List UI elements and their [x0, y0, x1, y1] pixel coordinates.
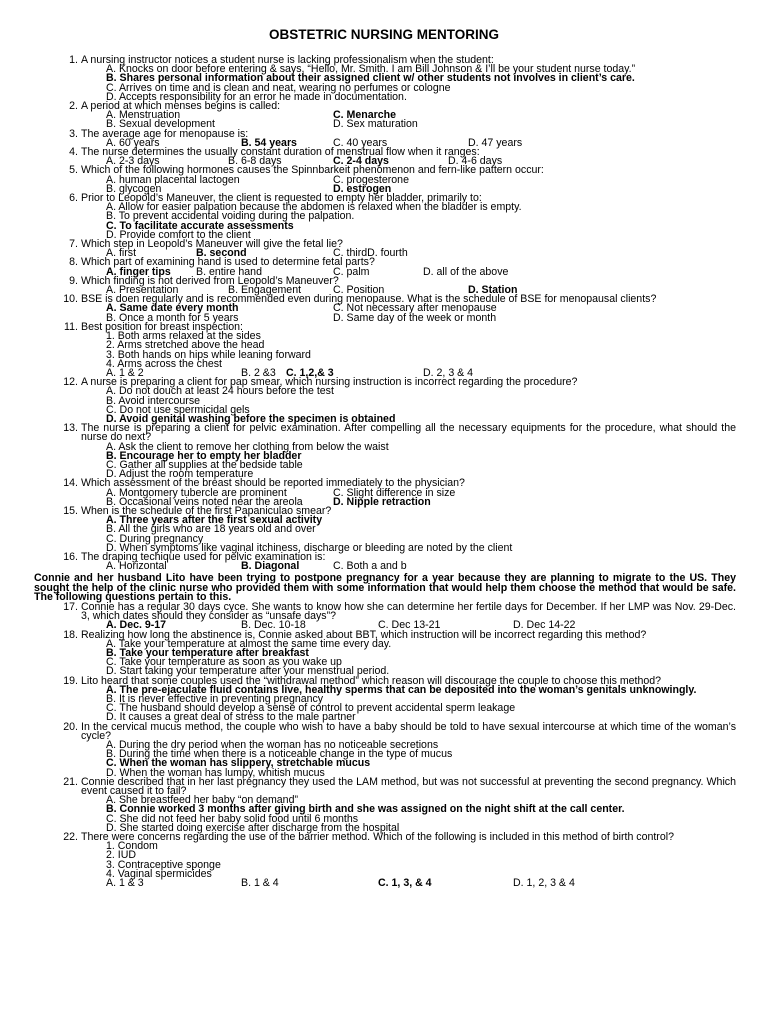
question-1 — [56, 56, 736, 102]
option: D. Accepts responsibility for an error he made in documentation. — [106, 90, 407, 103]
option: B. To prevent accidental voiding during the palpation. — [106, 210, 355, 223]
question-stem: The average age for menopause is: — [81, 127, 249, 140]
option: A. 60 years — [106, 136, 160, 149]
question-stem: When is the schedule of the first Papaniculao smear? — [81, 504, 332, 517]
option-answer: B. 54 years — [241, 136, 297, 149]
option: D. It causes a great deal of stress to the male partner — [106, 711, 356, 724]
option: D. 47 years — [468, 136, 523, 149]
question-21 — [56, 775, 736, 834]
option: B. glycogen — [106, 182, 162, 195]
question-number: 22. — [63, 831, 78, 844]
option: C. thirdD. fourth — [333, 247, 408, 260]
question-number: 21. — [63, 775, 78, 788]
option: A. 1 & 2 — [106, 366, 144, 379]
choice-item: 3. Contraceptive sponge — [106, 858, 221, 871]
question-number: 15. — [63, 504, 78, 517]
option: D. 1, 2, 3 & 4 — [513, 877, 575, 890]
option: D. Dec 14-22 — [513, 619, 576, 632]
option-answer: C. 1, 3, & 4 — [378, 877, 432, 890]
question-14 — [56, 479, 736, 507]
choice-item: 2. Arms stretched above the head — [106, 339, 265, 352]
question-number: 9. — [69, 274, 78, 287]
option: B. Occasional veins noted near the areola — [106, 495, 303, 508]
option-answer: D. estrogen — [333, 182, 392, 195]
question-stem: Which finding is not derived from Leopold’s Maneuver? — [81, 274, 339, 287]
option: A. Allow for easier palpation because the abdomen is relaxed when the bladder is empty. — [106, 201, 522, 214]
option: B. All the girls who are 18 years old and over — [106, 523, 316, 536]
question-18 — [56, 628, 736, 678]
option: D. 4-6 days — [448, 155, 503, 168]
option: D. all of the above — [423, 265, 509, 278]
question-number: 6. — [69, 192, 78, 205]
option: D. Sex maturation — [333, 118, 418, 131]
option: B. It is never effective in preventing pregnancy — [106, 693, 324, 706]
scenario-paragraph: Connie and her husband Lito have been trying to postpone pregnancy for a year because they are planning to migrate to the US. They sought the help of the clinic nurse who provided them with some information that would help them choose the method that would be safe. The following questions pertain to this. — [34, 572, 736, 603]
question-stem: Connie has a regular 30 days cyce. She wants to know how she can determine her fertile days for December. If her LMP was Nov. 29-Dec. 3, which dates should they consider as “unsafe days”? — [81, 600, 736, 623]
option: D. When symptoms like vaginal itchiness, discharge or bleeding are noted by the client — [106, 541, 513, 554]
question-11 — [56, 320, 736, 379]
question-stem: A period at which menses begins is called: — [81, 100, 281, 113]
question-20 — [56, 720, 736, 779]
option: A. She breastfeed her baby “on demand” — [106, 794, 298, 807]
option-answer: A. Three years after the first sexual activity — [106, 514, 323, 527]
question-stem: Realizing how long the abstinence is, Connie asked about BBT, which instruction will be incorrect regarding this method? — [81, 628, 647, 641]
option: D. Provide comfort to the client — [106, 228, 251, 241]
option: C. Dec 13-21 — [378, 619, 441, 632]
option: A. human placental lactogen — [106, 173, 240, 186]
option: A. Horizontal — [106, 560, 167, 573]
question-22 — [56, 833, 736, 888]
question-number: 1. — [69, 54, 78, 66]
option: D. She started doing exercise after discharge from the hospital — [106, 821, 400, 834]
option: B. Engagement — [228, 284, 302, 297]
option: B. 6-8 days — [228, 155, 282, 168]
question-stem: Lito heard that some couples used the “withdrawal method” which reason will discourage the couple to choose this method? — [81, 674, 662, 687]
option: D. Start taking your temperature after your menstrual period. — [106, 665, 390, 678]
option: D. Same day of the week or month — [333, 311, 497, 324]
option: A. Presentation — [106, 284, 179, 297]
question-number: 18. — [63, 628, 78, 641]
question-stem: The nurse is preparing a client for pelvic examination. After compelling all the necessary equipments for the procedure, what should the nurse do next? — [81, 422, 736, 444]
option: C. Both a and b — [333, 560, 407, 573]
option-answer: D. Nipple retraction — [333, 495, 431, 508]
option: B. During the time when there is a noticeable change in the type of mucus — [106, 748, 453, 761]
question-number: 13. — [63, 422, 78, 435]
option: B. Dec. 10-18 — [241, 619, 306, 632]
choice-item: 4. Vaginal spermicides — [106, 867, 212, 880]
question-stem: The nurse determines the usually constant duration of menstrual flow when it ranges: — [81, 146, 480, 159]
choice-item: 1. Both arms relaxed at the sides — [106, 330, 261, 343]
option: A. 2-3 days — [106, 155, 160, 168]
choice-item: 4. Arms across the chest — [106, 357, 222, 370]
option: D. 2, 3 & 4 — [423, 366, 474, 379]
question-number: 17. — [63, 600, 78, 613]
option: A. Ask the client to remove her clothing from below the waist — [106, 440, 389, 453]
question-stem: Prior to Leopold’s Maneuver, the client is requested to empty her bladder, primarily to: — [81, 192, 482, 205]
option: C. She did not feed her baby solid food until 6 months — [106, 812, 359, 825]
option: C. Gather all supplies at the bedside table — [106, 458, 303, 471]
question-2 — [56, 102, 736, 130]
option: C. Not necessary after menopause — [333, 302, 497, 315]
option: A. Montgomery tubercle are prominent — [106, 486, 287, 499]
option: C. During pregnancy — [106, 532, 204, 545]
question-number: 11. — [64, 320, 78, 333]
choice-item: 1. Condom — [106, 840, 158, 853]
option-answer: C. Menarche — [333, 109, 396, 122]
option-row — [81, 879, 736, 888]
option-answer: A. The pre-ejaculate fluid contains live, healthy sperms that can be deposited into the woman’s genitals unknowingly. — [106, 683, 697, 696]
question-number: 12. — [63, 376, 78, 389]
option: C. Do not use spermicidal gels — [106, 403, 250, 416]
option: D. Adjust the room temperature — [106, 468, 254, 481]
question-17 — [56, 600, 736, 632]
question-stem: Connie described that in her last pregnancy they used the LAM method, but was not successful at preventing the second pregnancy. Which event caused it to fail? — [81, 775, 736, 798]
option-answer: A. Same date every month — [106, 302, 239, 315]
question-number: 10. — [63, 293, 78, 306]
question-stem: In the cervical mucus method, the couple who wish to have a baby should be told to have sexual intercourse at which time of the woman’s cycle? — [81, 720, 736, 742]
option: A. Do not douch at least 24 hours before the test — [106, 385, 334, 398]
question-stem: A nurse is preparing a client for pap smear, which nursing instruction is incorrect regarding the procedure? — [81, 376, 578, 389]
option-answer: C. When the woman has slippery, stretchable mucus — [106, 757, 371, 770]
option: C. palm — [333, 265, 370, 278]
question-19 — [56, 674, 736, 724]
option: A. Menstruation — [106, 109, 181, 122]
question-10 — [56, 295, 736, 323]
option: C. Slight difference in size — [333, 486, 456, 499]
question-stem: There were concerns regarding the use of the barrier method. Which of the following is included in this method of birth control? — [81, 831, 674, 844]
option: C. Position — [333, 284, 385, 297]
question-stem: Which of the following hormones causes the Spinnbarkeit phenomenon and fern-like pattern occur: — [81, 164, 544, 177]
question-number: 19. — [63, 674, 78, 687]
question-15 — [56, 504, 736, 554]
option-answer: D. Avoid genital washing before the specimen is obtained — [106, 412, 396, 425]
question-number: 8. — [69, 256, 78, 269]
question-6 — [56, 194, 736, 240]
question-5 — [56, 166, 736, 194]
option-answer: C. To facilitate accurate assessments — [106, 219, 294, 232]
option: B. 1 & 4 — [241, 877, 279, 890]
option: C. Take your temperature as soon as you wake up — [106, 656, 342, 669]
question-16 — [56, 550, 736, 573]
option-row — [81, 562, 736, 571]
question-stem: Which step in Leopold’s Maneuver will give the fetal lie? — [81, 238, 343, 251]
question-stem: Which part of examining hand is used to determine fetal parts? — [81, 256, 375, 269]
option: A. first — [106, 247, 137, 260]
option-answer: B. Connie worked 3 months after giving birth and she was assigned on the night shift at the call center. — [106, 803, 625, 816]
option: B. Once a month for 5 years — [106, 311, 239, 324]
option-row — [81, 173, 736, 186]
option-answer: A. Dec. 9-17 — [106, 619, 167, 632]
question-number: 3. — [69, 127, 78, 140]
question-13 — [56, 424, 736, 479]
option-answer: B. second — [196, 247, 247, 260]
question-number: 2. — [69, 100, 78, 113]
option-answer: A. finger tips — [106, 265, 171, 278]
question-stem: The draping techique used for pelvic examination is: — [81, 550, 326, 563]
question-number: 4. — [69, 146, 78, 159]
question-stem: Which assessment of the breast should be reported immediately to the physician? — [81, 477, 465, 490]
question-list — [34, 54, 736, 890]
option: C. The husband should develop a sense of control to prevent accidental sperm leakage — [106, 702, 516, 715]
option: B. Avoid intercourse — [106, 394, 201, 407]
question-number: 7. — [69, 238, 78, 251]
option: C. 40 years — [333, 136, 388, 149]
page-title: OBSTETRIC NURSING MENTORING — [268, 27, 499, 42]
option-answer: C. 1,2,& 3 — [286, 366, 334, 379]
option: D. When the woman has lumpy, whitish mucus — [106, 766, 325, 779]
option: B. Sexual development — [106, 118, 215, 131]
option: C. Arrives on time and is clean and neat, wearing no perfumes or cologne — [106, 81, 451, 94]
question-number: 16. — [63, 550, 78, 563]
question-stem: BSE is doen regularly and is recommended even during menopause. What is the schedule of BSE for menopausal clients? — [81, 293, 657, 306]
option-answer: B. Take your temperature after breakfast — [106, 647, 309, 659]
option: A. During the dry period when the woman has no noticeable secretions — [106, 739, 439, 752]
choice-item: 2. IUD — [106, 849, 137, 862]
question-stem: Best position for breast inspection: — [81, 320, 243, 333]
option: A. 1 & 3 — [106, 877, 144, 890]
question-number: 20. — [63, 720, 78, 733]
option: B. entire hand — [196, 265, 262, 278]
option-answer: D. Station — [468, 284, 518, 297]
option-answer: C. 2-4 days — [333, 155, 389, 168]
question-12 — [56, 378, 736, 424]
option: C. progesterone — [333, 173, 409, 186]
question-stem: A nursing instructor notices a student nurse is lacking professionalism when the student: — [81, 54, 494, 66]
option: A. Knocks on door before entering & says, “Hello, Mr. Smith. I am Bill Johnson & I’ll be your student nurse today.” — [106, 63, 636, 76]
option: B. 2 &3 — [241, 366, 276, 379]
option-answer: B. Encourage her to empty her bladder — [106, 449, 302, 462]
question-number: 5. — [69, 164, 78, 177]
question-number: 14. — [63, 477, 78, 490]
choice-item: 3. Both hands on hips while leaning forward — [106, 348, 311, 361]
option-answer: B. Diagonal — [241, 560, 300, 573]
option: A. Take your temperature at almost the same time every day. — [106, 637, 392, 650]
option-answer: B. Shares personal information about their assigned client w/ other students not involves in client’s care. — [106, 72, 635, 85]
